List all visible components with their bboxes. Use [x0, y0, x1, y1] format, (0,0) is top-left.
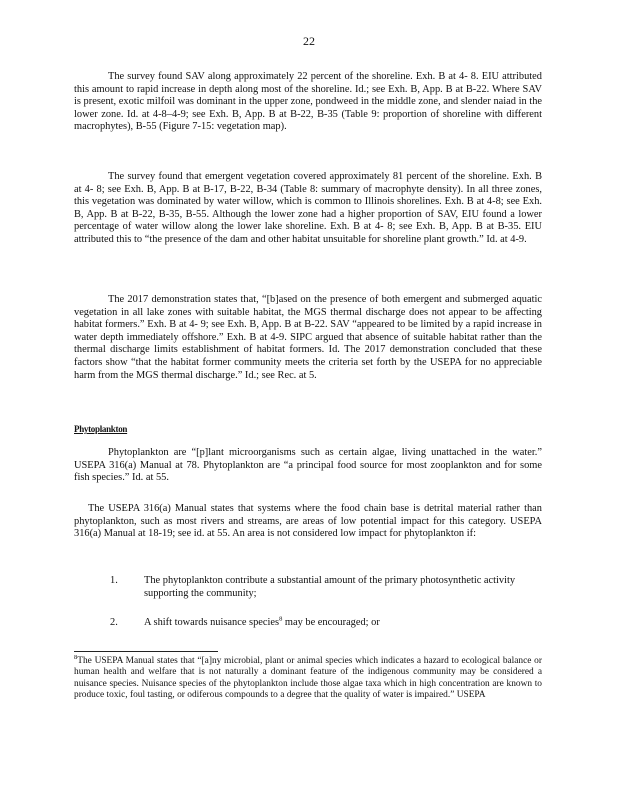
paragraph-text: The survey found that emergent vegetation covered approximately 81 percent of the shoreline. Exh. B at 4- 8; see Exh. B, App. B at B-17, B-22, B-34 (Table 8: summary of macrophyte density). In all three zones, this vegetation was dominated by water willow, which is common to Illinois shorelines. Exh. B at 4-8; see Exh. B, App. B at B-22, B-35, B-55. Although the lower zone had a higher proportion of SAV, EIU found a lower percentage of water willow along the lower lake shoreline. Exh. B at 4- 8; see Exh. B, App. B at B-35. EIU attributed this to “the presence of the dam and other habitat unsuitable for shoreline plant growth.” Id. at 4-9.	[74, 171, 542, 245]
paragraph-low-impact-criteria	[74, 503, 542, 541]
list-item	[110, 575, 540, 600]
paragraph-text: Phytoplankton are “[p]lant microorganisms such as certain algae, living unattached in the water.” USEPA 316(a) Manual at 78. Phytoplankton are “a principal food source for most zooplankton and for some fish species.” Id. at 55.	[74, 447, 542, 484]
footnote-reference[interactable]: 8	[279, 615, 283, 623]
paragraph-text: The survey found SAV along approximately 22 percent of the shoreline. Exh. B at 4- 8. EIU attributed this amount to rapid increase in depth along most of the shoreline. Id.; see Exh. B, App. B at B-22. Where SAV is present, exotic milfoil was dominant in the upper zone, pondweed in the middle zone, and slender naiad in the lower zone. Id. at 4-8–4-9; see Exh. B, App. B at B-22, B-35 (Table 9: proportion of shoreline with different macrophytes), B-55 (Figure 7-15: vegetation map).	[74, 71, 542, 133]
list-item-text: A shift towards nuisance species	[144, 617, 280, 628]
list-item-number: 1.	[110, 575, 118, 586]
list-item	[110, 617, 540, 630]
paragraph-phytoplankton-definition	[74, 447, 542, 485]
paragraph-emergent-vegetation	[74, 171, 542, 247]
list-item-text: The phytoplankton contribute a substantial amount of the primary photosynthetic activity supporting the community;	[144, 575, 516, 599]
section-heading-phytoplankton: Phytoplankton	[74, 424, 128, 434]
paragraph-text: The 2017 demonstration states that, “[b]ased on the presence of both emergent and submerged aquatic vegetation in all lake zones with suitable habitat, the MGS thermal discharge does not appear to be affecting habitat formers.” Exh. B at 4- 9; see Exh. B, App. B at B-22. SAV “appeared to be limited by a rapid increase in water depth immediately offshore.” Exh. B at 4-9. SIPC argued that absence of suitable habitat rather than the thermal discharge limits establishment of habitat formers. Id. The 2017 demonstration concluded that these factors show “that the habitat former community meets the criteria set forth by the USEPA for no appreciable harm from the MGS thermal discharge.” Id.; see Rec. at 5.	[74, 294, 542, 381]
paragraph-sav-survey	[74, 71, 542, 134]
footnote-mark: 8	[74, 653, 78, 661]
footnote	[74, 653, 542, 702]
paragraph-2017-demonstration	[74, 294, 542, 382]
list-item-number: 2.	[110, 617, 118, 628]
footnote-divider	[74, 651, 218, 652]
footnote-text: The USEPA Manual states that “[a]ny microbial, plant or animal species which indicates a hazard to ecological balance or human health and welfare that is not naturally a dominant feature of the indigenous community may be considered a nuisance species. Nuisance species of the phytoplankton include those algae taxa which in high concentration are known to produce toxic, foul tasting, or odiferous compounds to a degree that the quality of water is impaired.” USEPA	[74, 656, 542, 701]
paragraph-text: The USEPA 316(a) Manual states that systems where the food chain base is detrital material rather than phytoplankton, such as most rivers and streams, are areas of low potential impact for this category. USEPA 316(a) Manual at 18-19; see id. at 55. An area is not considered low impact for phytoplankton if:	[74, 503, 542, 540]
list-item-text-tail: may be encouraged; or	[282, 617, 380, 628]
page-number: 22	[303, 34, 315, 48]
